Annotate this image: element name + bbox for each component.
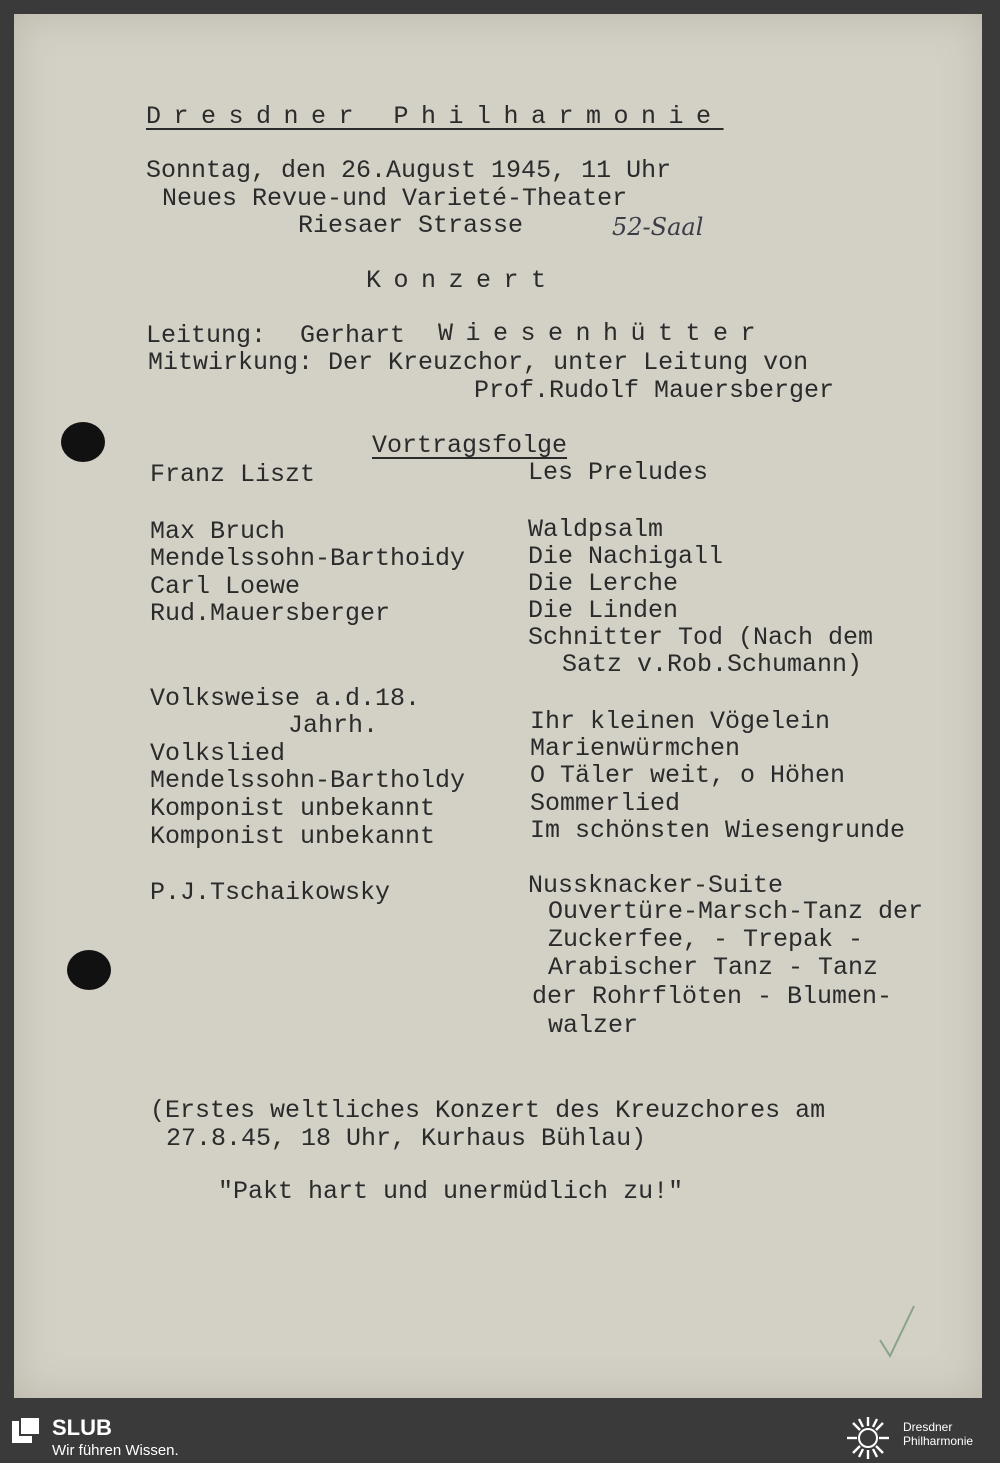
handwritten-note: 52-Saal [612,213,704,241]
work: Zuckerfee, - Trepak - [548,925,864,954]
mitwirkung-cont: Prof.Rudolf Mauersberger [474,376,835,405]
street-line: Riesaer Strasse [298,211,524,240]
work: Sommerlied [530,789,681,818]
punch-hole [61,422,105,462]
venue-line: Neues Revue-und Varieté-Theater [162,184,628,213]
work: walzer [548,1011,639,1040]
composer: Komponist unbekannt [150,794,436,823]
check-mark-icon [878,1304,918,1360]
composer: Rud.Mauersberger [150,599,391,628]
work: Arabischer Tanz - Tanz [548,953,879,982]
composer: P.J.Tschaikowsky [150,878,391,907]
note-line: (Erstes weltliches Konzert des Kreuzchores am [150,1096,826,1125]
work: Ihr kleinen Vögelein [530,707,831,736]
work: Ouvertüre-Marsch-Tanz der [548,897,924,926]
work: Les Preludes [528,458,709,487]
note-line: 27.8.45, 18 Uhr, Kurhaus Bühlau) [166,1124,647,1153]
mitwirkung-line: Mitwirkung: Der Kreuzchor, unter Leitung von [148,348,809,377]
philharmonie-logo-icon [843,1415,893,1461]
work: Die Nachigall [528,542,724,571]
work: Satz v.Rob.Schumann) [562,650,863,679]
composer: Komponist unbekannt [150,822,436,851]
punch-hole [67,950,111,990]
work: Schnitter Tod (Nach dem [528,623,874,652]
work: Die Lerche [528,569,679,598]
work: Marienwürmchen [530,734,741,763]
work: O Täler weit, o Höhen [530,761,846,790]
composer: Max Bruch [150,517,286,546]
composer: Mendelssohn-Bartholdy [150,766,466,795]
leitung-label: Leitung: [146,321,267,350]
leitung-surname: Wiesenhütter [438,319,769,348]
work: der Rohrflöten - Blumen- [532,982,893,1011]
composer: Volksweise a.d.18. [150,684,421,713]
composer: Franz Liszt [150,460,316,489]
date-line: Sonntag, den 26.August 1945, 11 Uhr [146,156,672,185]
slub-name: SLUB [52,1415,112,1440]
orchestra-title: Dresdner Philharmonie [146,102,724,131]
event-title: Konzert [366,266,559,295]
work: Die Linden [528,596,679,625]
work: Im schönsten Wiesengrunde [530,816,906,845]
composer: Jahrh. [288,711,379,740]
leitung-name: Gerhart [300,321,406,350]
work: Nussknacker-Suite [528,871,784,900]
composer: Mendelssohn-Barthoidy [150,544,466,573]
slub-logo-icon [12,1417,40,1443]
composer: Volkslied [150,739,286,768]
composer: Carl Loewe [150,572,301,601]
motto: "Pakt hart und unermüdlich zu!" [218,1177,684,1206]
work: Waldpsalm [528,515,664,544]
slub-tagline: Wir führen Wissen. [52,1442,179,1459]
program-heading: Vortragsfolge [372,431,568,460]
partner-name: Dresdner Philharmonie [903,1420,974,1448]
